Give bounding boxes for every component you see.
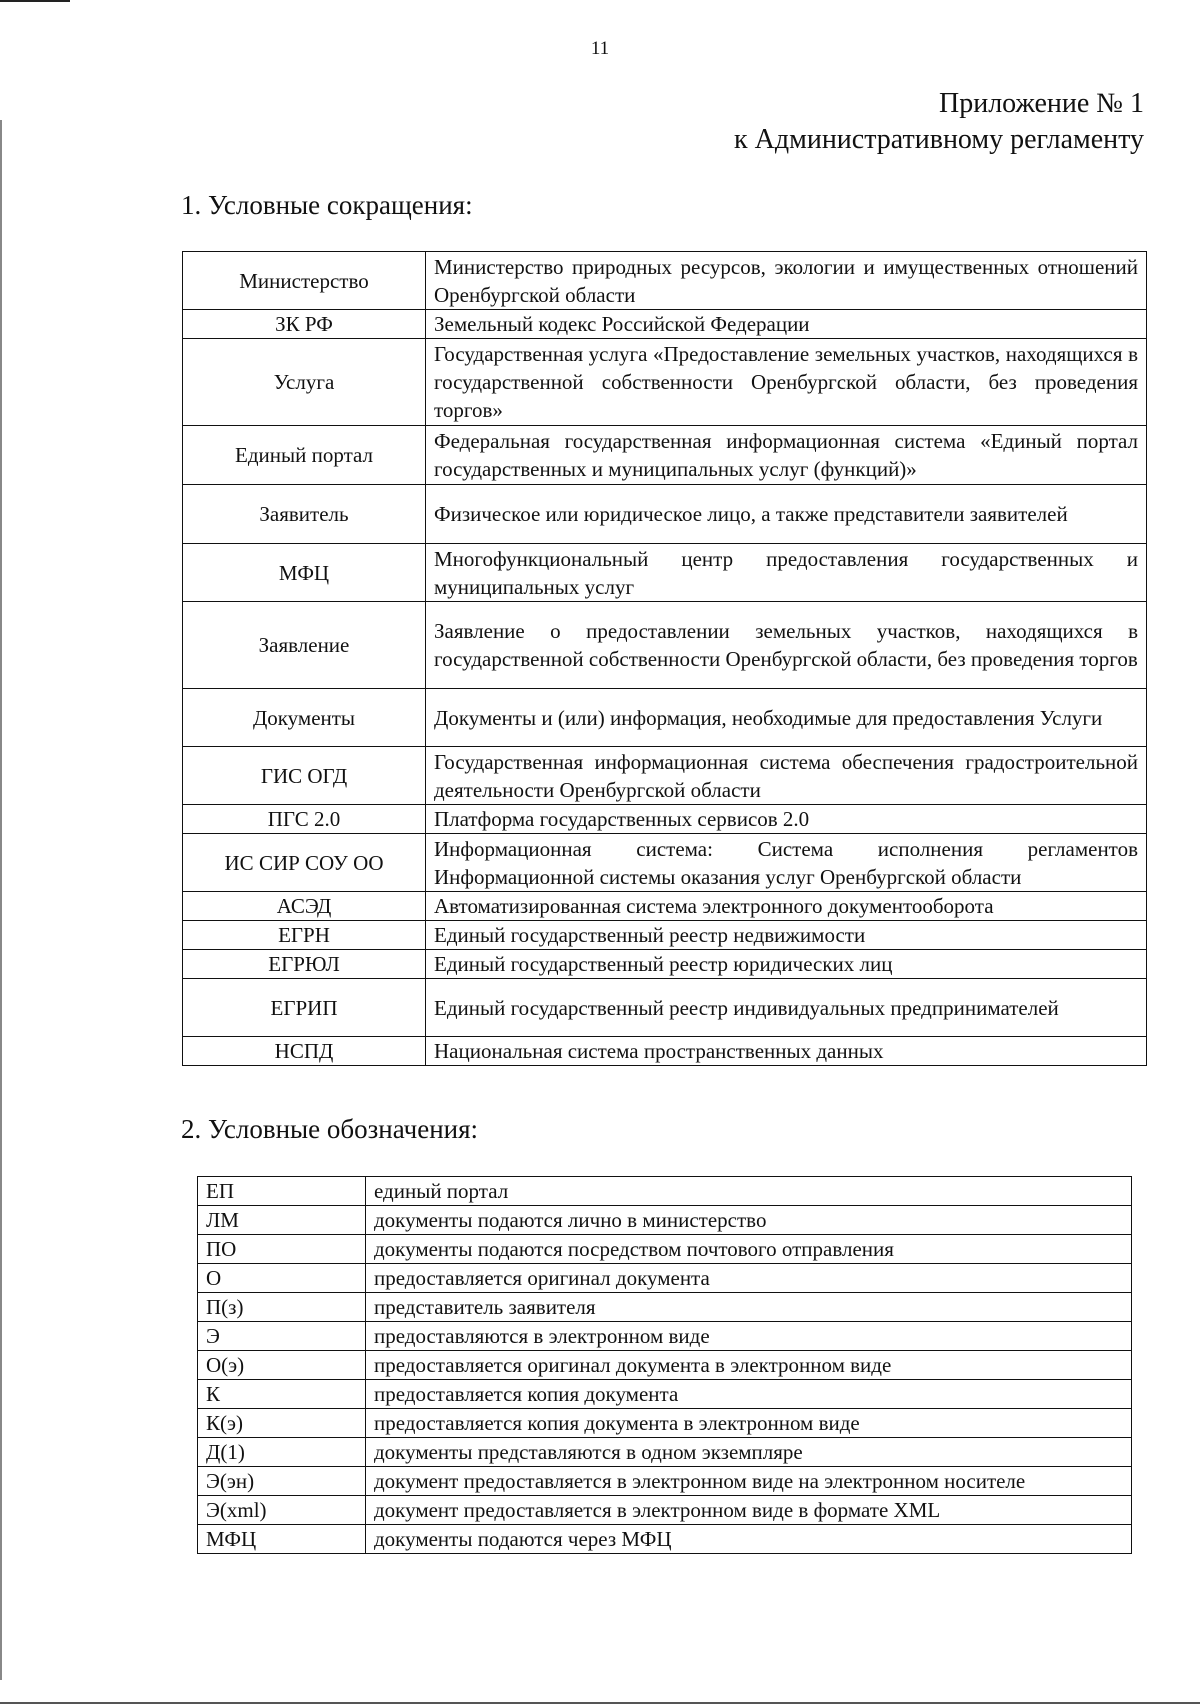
abbreviation-definition: Физическое или юридическое лицо, а также представители заявителей bbox=[426, 485, 1147, 544]
table-row bbox=[198, 1438, 1132, 1467]
table-row bbox=[183, 950, 1147, 979]
section-abbreviations-heading: 1. Условные сокращения: bbox=[181, 190, 473, 220]
abbreviation-definition: Документы и (или) информация, необходимые для предоставления Услуги bbox=[426, 689, 1147, 747]
symbol-meaning: предоставляется оригинал документа в электронном виде bbox=[366, 1351, 1132, 1380]
symbol-code: О bbox=[198, 1264, 366, 1293]
abbreviation-definition: Автоматизированная система электронного документооборота bbox=[426, 892, 1147, 921]
table-row bbox=[183, 1037, 1147, 1066]
table-row bbox=[183, 485, 1147, 544]
symbol-meaning: документы подаются посредством почтового отправления bbox=[366, 1235, 1132, 1264]
abbreviation-definition: Многофункциональный центр предоставления государственных и муниципальных услуг bbox=[426, 544, 1147, 602]
abbreviation-definition: Платформа государственных сервисов 2.0 bbox=[426, 805, 1147, 834]
table-row bbox=[198, 1293, 1132, 1322]
symbol-meaning: документы представляются в одном экземпляре bbox=[366, 1438, 1132, 1467]
abbreviation-term: Заявитель bbox=[183, 485, 426, 544]
symbol-code: ЛМ bbox=[198, 1206, 366, 1235]
symbol-meaning: документы подаются через МФЦ bbox=[366, 1525, 1132, 1554]
table-row bbox=[183, 892, 1147, 921]
abbreviation-term: ГИС ОГД bbox=[183, 747, 426, 805]
table-row bbox=[198, 1322, 1132, 1351]
table-row bbox=[183, 602, 1147, 689]
abbreviation-term: Заявление bbox=[183, 602, 426, 689]
abbreviation-definition: Единый государственный реестр недвижимости bbox=[426, 921, 1147, 950]
appendix-header bbox=[734, 86, 1144, 158]
table-row bbox=[198, 1206, 1132, 1235]
symbol-code: К(э) bbox=[198, 1409, 366, 1438]
symbol-code: ПО bbox=[198, 1235, 366, 1264]
symbol-meaning: документ предоставляется в электронном виде в формате XML bbox=[366, 1496, 1132, 1525]
table-row bbox=[183, 310, 1147, 339]
table-row bbox=[198, 1496, 1132, 1525]
appendix-subtitle: к Административному регламенту bbox=[734, 124, 1144, 155]
symbol-meaning: предоставляется копия документа в электронном виде bbox=[366, 1409, 1132, 1438]
symbol-meaning: предоставляются в электронном виде bbox=[366, 1322, 1132, 1351]
table-row bbox=[183, 805, 1147, 834]
abbreviation-term: ИС СИР СОУ ОО bbox=[183, 834, 426, 892]
table-row bbox=[198, 1235, 1132, 1264]
symbol-code: Э(xml) bbox=[198, 1496, 366, 1525]
symbol-meaning: предоставляется копия документа bbox=[366, 1380, 1132, 1409]
abbreviation-definition: Единый государственный реестр юридических лиц bbox=[426, 950, 1147, 979]
symbol-code: П(з) bbox=[198, 1293, 366, 1322]
table-row bbox=[183, 747, 1147, 805]
symbol-meaning: документ предоставляется в электронном виде на электронном носителе bbox=[366, 1467, 1132, 1496]
abbreviation-definition: Национальная система пространственных данных bbox=[426, 1037, 1147, 1066]
abbreviation-term: ЗК РФ bbox=[183, 310, 426, 339]
abbreviation-definition: Информационная система: Система исполнения регламентов Информационной системы оказания услуг Оренбургской области bbox=[426, 834, 1147, 892]
table-row bbox=[183, 834, 1147, 892]
symbol-meaning: предоставляется оригинал документа bbox=[366, 1264, 1132, 1293]
scan-edge-bottom bbox=[0, 1702, 1200, 1704]
abbreviation-term: ЕГРЮЛ bbox=[183, 950, 426, 979]
abbreviation-term: НСПД bbox=[183, 1037, 426, 1066]
abbreviation-term: Единый портал bbox=[183, 426, 426, 485]
page-number: 11 bbox=[590, 38, 610, 59]
abbreviation-term: Министерство bbox=[183, 252, 426, 310]
abbreviation-definition: Министерство природных ресурсов, экологии и имущественных отношений Оренбургской области bbox=[426, 252, 1147, 310]
scan-edge-top bbox=[0, 0, 70, 2]
symbol-code: Д(1) bbox=[198, 1438, 366, 1467]
table-row bbox=[183, 979, 1147, 1037]
section-symbols-heading: 2. Условные обозначения: bbox=[181, 1114, 479, 1144]
table-row bbox=[183, 921, 1147, 950]
symbol-meaning: единый портал bbox=[366, 1177, 1132, 1206]
symbol-code: О(э) bbox=[198, 1351, 366, 1380]
abbreviation-term: Услуга bbox=[183, 339, 426, 426]
symbols-table bbox=[197, 1176, 1132, 1554]
abbreviation-term: ПГС 2.0 bbox=[183, 805, 426, 834]
abbreviation-definition: Федеральная государственная информационная система «Единый портал государственных и муниципальных услуг (функций)» bbox=[426, 426, 1147, 485]
appendix-title: Приложение № 1 bbox=[939, 88, 1144, 119]
abbreviation-term: ЕГРН bbox=[183, 921, 426, 950]
table-row bbox=[198, 1467, 1132, 1496]
abbreviation-term: АСЭД bbox=[183, 892, 426, 921]
abbreviation-definition: Заявление о предоставлении земельных участков, находящихся в государственной собственности Оренбургской области, без проведения торгов bbox=[426, 602, 1147, 689]
abbreviation-definition: Государственная услуга «Предоставление земельных участков, находящихся в государственной собственности Оренбургской области, без проведения торгов» bbox=[426, 339, 1147, 426]
table-row bbox=[198, 1177, 1132, 1206]
abbreviation-term: Документы bbox=[183, 689, 426, 747]
table-row bbox=[198, 1525, 1132, 1554]
abbreviations-table bbox=[182, 251, 1147, 1066]
symbols-table-body bbox=[198, 1177, 1132, 1554]
scan-edge-left bbox=[0, 120, 2, 1680]
abbreviation-term: МФЦ bbox=[183, 544, 426, 602]
table-row bbox=[183, 252, 1147, 310]
abbreviation-definition: Государственная информационная система обеспечения градостроительной деятельности Оренбургской области bbox=[426, 747, 1147, 805]
symbol-code: Э bbox=[198, 1322, 366, 1351]
table-row bbox=[198, 1264, 1132, 1293]
table-row bbox=[183, 689, 1147, 747]
abbreviations-table-body bbox=[183, 252, 1147, 1066]
symbol-meaning: представитель заявителя bbox=[366, 1293, 1132, 1322]
symbol-code: Э(эн) bbox=[198, 1467, 366, 1496]
symbol-meaning: документы подаются лично в министерство bbox=[366, 1206, 1132, 1235]
symbol-code: ЕП bbox=[198, 1177, 366, 1206]
table-row bbox=[183, 544, 1147, 602]
abbreviation-term: ЕГРИП bbox=[183, 979, 426, 1037]
symbol-code: МФЦ bbox=[198, 1525, 366, 1554]
symbol-code: К bbox=[198, 1380, 366, 1409]
table-row bbox=[183, 339, 1147, 426]
table-row bbox=[198, 1380, 1132, 1409]
table-row bbox=[198, 1409, 1132, 1438]
table-row bbox=[183, 426, 1147, 485]
table-row bbox=[198, 1351, 1132, 1380]
abbreviation-definition: Единый государственный реестр индивидуальных предпринимателей bbox=[426, 979, 1147, 1037]
abbreviation-definition: Земельный кодекс Российской Федерации bbox=[426, 310, 1147, 339]
